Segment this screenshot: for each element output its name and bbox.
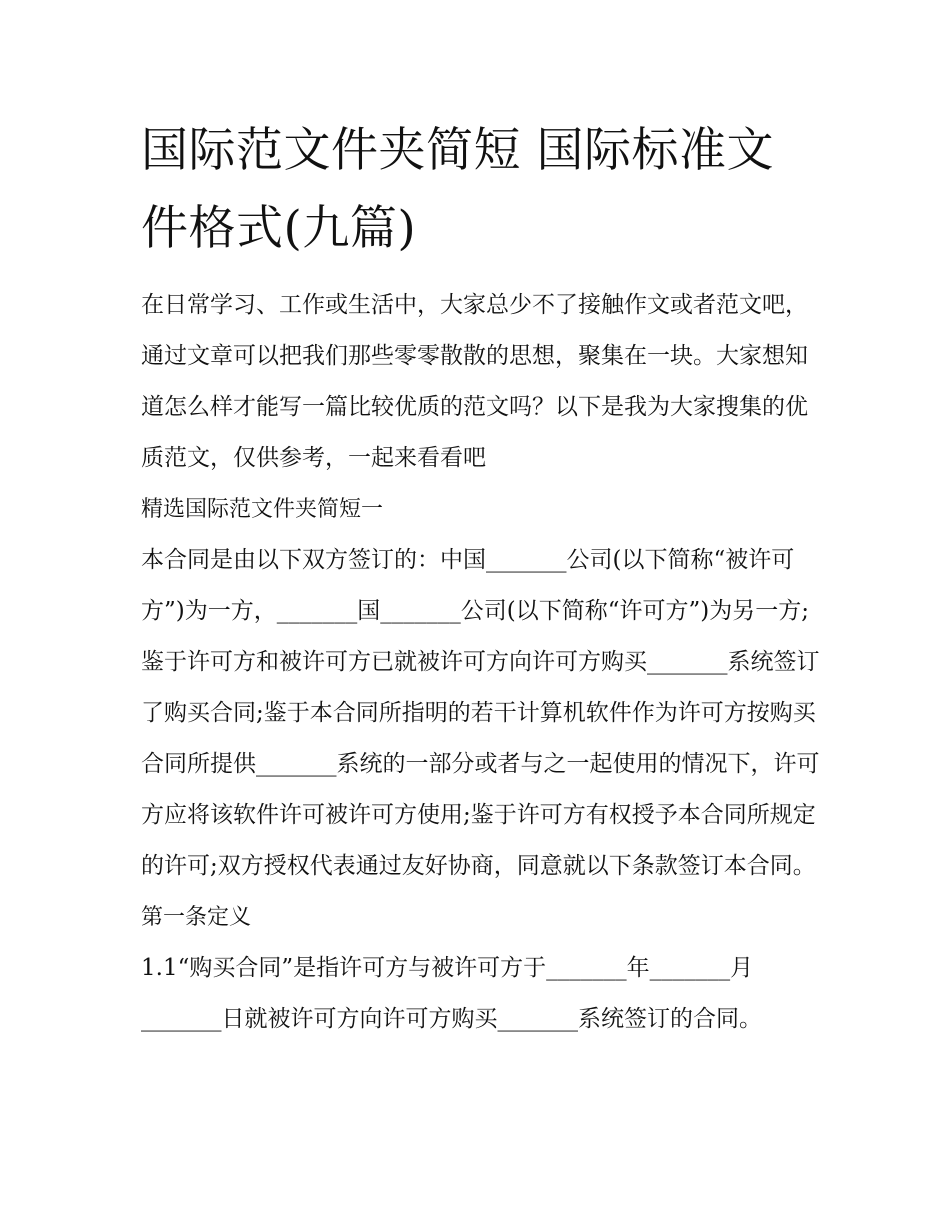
document-title: 国际范文件夹简短 国际标准文件格式(九篇) xyxy=(141,123,774,256)
intro-paragraph: 在日常学习、工作或生活中，大家总少不了接触作文或者范文吧，通过文章可以把我们那些零零散散的思想，聚集在一块。大家想知道怎么样才能写一篇比较优质的范文吗？以下是我为大家搜集的优质范文，仅供参考，一起来看看吧 xyxy=(141,292,808,471)
document-page xyxy=(141,112,821,1045)
clause-1-1-paragraph: 1.1“购买合同”是指许可方与被许可方于_______年_______月_______日就被许可方向许可方购买_______系统签订的合同。 xyxy=(141,955,762,1032)
contract-preamble-paragraph: 本合同是由以下双方签订的：中国_______公司(以下简称“被许可方”)为一方，_______国_______公司(以下简称“许可方”)为另一方;鉴于许可方和被许可方已就被许可方向许可方购买_______系统签订了购买合同;鉴于本合同所指明的若干计算机软件作为许可方按购买合同所提供_______系统的一部分或者与之一起使用的情况下，许可方应将该软件许可被许可方使用;鉴于许可方有权授予本合同所规定的许可;双方授权代表通过友好协商，同意就以下条款签订本合同。 xyxy=(141,547,820,879)
section-heading: 精选国际范文件夹简短一 xyxy=(141,497,384,522)
article-heading: 第一条定义 xyxy=(141,905,252,930)
